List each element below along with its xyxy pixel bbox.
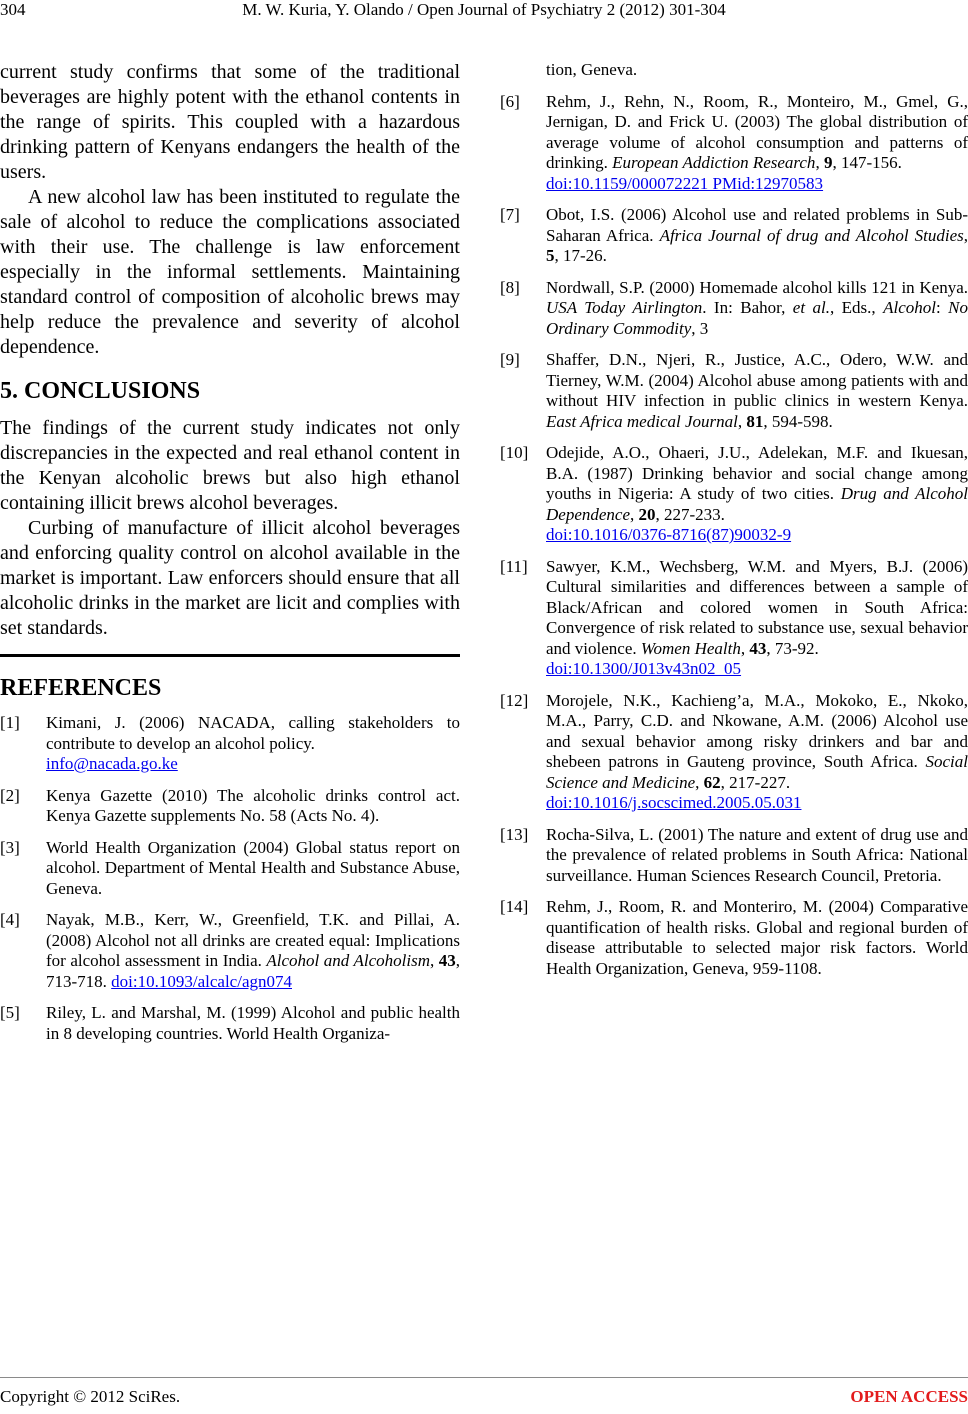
reference-segment: et al. [792, 298, 830, 317]
reference-segment: Morojele, N.K., Kachieng’a, M.A., Mokoko, E., Nkoko, M.A., Parry, C.D. and Nkowane, A.M. (2006) Alcohol use and sexual behavior among risky drinkers and bar and shebeen patrons in Gauteng province, South Africa. [546, 690, 968, 771]
reference-item [500, 92, 968, 195]
reference-segment: Sawyer, K.M., Wechsberg, W.M. and Myers, B.J. (2006) Cultural similarities and differences between a sample of Black/African and colored women in South Africa: Convergence of risk related to substance use, sexual behavior and violence. [546, 556, 968, 658]
reference-label: [5] [0, 1003, 20, 1022]
reference-label: [3] [0, 837, 20, 857]
section-divider [0, 654, 460, 657]
reference-text [46, 838, 460, 898]
reference-text [546, 897, 968, 978]
reference-item [500, 897, 968, 979]
body-paragraph: The findings of the current study indicates not only discrepancies in the expected and real ethanol content in the Kenyan alcoholic brews but also high ethanol containing illicit brews alcohol beverages. [0, 417, 460, 514]
reference-text [46, 713, 460, 773]
reference-label: [7] [500, 205, 520, 224]
reference-segment: 20 [638, 504, 656, 524]
doi-link[interactable]: doi:10.1016/0376-8716(87)90032-9 [546, 525, 792, 544]
doi-link[interactable]: doi:10.1159/000072221 PMid:12970583 [546, 173, 824, 193]
reference-segment: 43 [749, 638, 767, 658]
reference-segment: USA Today Airlington [546, 298, 703, 317]
reference-continuation: tion, Geneva. [546, 60, 638, 79]
reference-segment: , 73-92. [766, 638, 819, 658]
reference-text [546, 557, 968, 679]
reference-segment: , [737, 411, 747, 431]
reference-segment: , 17-26. [554, 246, 607, 265]
reference-segment: , 147-156. [832, 153, 902, 172]
reference-segment: No Ordinary Commodity [546, 298, 968, 338]
page-header [0, 0, 968, 22]
reference-segment: Women Health [640, 638, 741, 658]
reference-label: [6] [500, 91, 520, 111]
reference-item [500, 205, 968, 267]
reference-list-left [0, 713, 460, 1044]
reference-segment: Kimani, J. (2006) NACADA, calling stakeholders to contribute to develop an alcohol policy. [46, 713, 460, 753]
reference-segment: , Eds., [829, 298, 884, 317]
reference-segment: Rocha-Silva, L. (2001) The nature and extent of drug use and the prevalence of related problems in South Africa: National surveillance. Human Sciences Research Council, Pretoria. [546, 824, 968, 885]
reference-segment: , 713-718. [46, 951, 460, 991]
reference-segment: European Addiction Research [612, 153, 816, 172]
reference-segment: : [936, 298, 949, 317]
reference-segment: Rehm, J., Rehn, N., Room, R., Monteiro, M., Gmel, G., Jernigan, D. and Frick U. (2003) The global distribution of average volume of alcohol consumption and patterns of drinking. [546, 91, 968, 172]
reference-segment: Alcohol [883, 298, 936, 317]
reference-text [546, 278, 968, 338]
reference-segment: Odejide, A.O., Ohaeri, J.U., Adelekan, M.F. and Ikuesan, B.A. (1987) Drinking behavior and social change among youths in Nigeria: A study of two cities. [546, 443, 968, 503]
reference-text [546, 443, 968, 544]
reference-segment: Alcohol and Alcoholism [266, 951, 430, 970]
email-link[interactable]: info@nacada.go.ke [46, 754, 178, 773]
reference-segment: , 3 [691, 318, 709, 338]
reference-segment: 9 [823, 153, 833, 172]
reference-list-right [500, 92, 968, 980]
reference-label: [13] [500, 824, 529, 844]
reference-segment: 62 [703, 772, 721, 792]
conclusions-heading: 5. CONCLUSIONS [0, 378, 201, 404]
reference-segment: 81 [746, 411, 764, 431]
reference-segment: 5 [546, 246, 555, 265]
doi-link[interactable]: doi:10.1016/j.socscimed.2005.05.031 [546, 793, 802, 812]
body-paragraph: Curbing of manufacture of illicit alcohol beverages and enforcing quality control on alcohol available in the market is important. Law enforcers should ensure that all alcoholic drinks in the market are licit and complies with set standards. [0, 517, 460, 639]
reference-segment: East Africa medical Journal [546, 411, 738, 431]
reference-segment: Kenya Gazette (2010) The alcoholic drinks control act. Kenya Gazette supplements No. 58 (Acts No. 4). [46, 785, 460, 825]
reference-segment: Rehm, J., Room, R. and Monteriro, M. (2004) Comparative quantification of health risks. Global and regional burden of disease attributable to selected major risk factors. World Health Organization, Geneva, 959-1108. [546, 897, 968, 978]
reference-item [500, 278, 968, 340]
reference-item [0, 1003, 460, 1044]
reference-segment: Riley, L. and Marshal, M. (1999) Alcohol and public health in 8 developing countries. World Health Organiza- [46, 1003, 460, 1043]
reference-item [500, 443, 968, 546]
reference-text [546, 350, 968, 431]
references-heading: REFERENCES [0, 675, 162, 701]
reference-segment: , 217-227. [720, 772, 791, 792]
open-access-label: OPEN ACCESS [850, 1387, 968, 1406]
reference-segment: Obot, I.S. (2006) Alcohol use and related problems in Sub-Saharan Africa. [546, 205, 968, 245]
body-paragraph: A new alcohol law has been instituted to regulate the sale of alcohol to reduce the complications associated with their use. The challenge is law enforcement especially in the informal settlements. Maintaining standard control of composition of alcoholic brews may help reduce the prevalence and severity of alcohol dependence. [0, 186, 460, 358]
reference-segment: , [740, 638, 750, 658]
doi-link[interactable]: doi:10.1300/J013v43n02_05 [546, 659, 742, 678]
reference-segment: , [695, 772, 704, 792]
reference-item [0, 713, 460, 775]
reference-label: [2] [0, 785, 20, 805]
reference-text [46, 910, 460, 991]
reference-label: [9] [500, 350, 520, 369]
reference-text [46, 1003, 460, 1043]
running-title: M. W. Kuria, Y. Olando / Open Journal of Psychiatry 2 (2012) 301-304 [242, 0, 726, 19]
reference-segment: Africa Journal of drug and Alcohol Studies [659, 225, 964, 245]
page-number: 304 [0, 0, 26, 19]
reference-label: [1] [0, 713, 20, 732]
body-paragraph: current study confirms that some of the traditional beverages are highly potent with the ethanol contents in the range of spirits. This coupled with a hazardous drinking pattern of Kenyans endangers the health of the users. [0, 61, 460, 183]
reference-segment: , 227-233. [655, 504, 725, 524]
reference-label: [14] [500, 897, 529, 916]
reference-label: [11] [500, 556, 528, 576]
reference-segment: World Health Organization (2004) Global status report on alcohol. Department of Mental Health and Substance Abuse, Geneva. [46, 837, 460, 898]
reference-segment: Nayak, M.B., Kerr, W., Greenfield, T.K. and Pillai, A. (2008) Alcohol not all drinks are created equal: Implications for alcohol assessment in India. [46, 910, 460, 970]
reference-segment: , 594-598. [763, 411, 833, 431]
reference-item [0, 786, 460, 827]
left-column [0, 60, 460, 1055]
reference-segment: Nordwall, S.P. (2000) Homemade alcohol kills 121 in Kenya. [546, 277, 968, 297]
page-footer [0, 1377, 968, 1407]
reference-segment: , [815, 153, 824, 172]
reference-text [546, 825, 968, 885]
reference-item [0, 910, 460, 992]
reference-item [500, 691, 968, 814]
reference-text [46, 786, 460, 826]
reference-segment: , [429, 951, 439, 970]
reference-segment: , [630, 504, 639, 524]
reference-label: [4] [0, 910, 20, 929]
reference-item [500, 557, 968, 680]
reference-item [500, 350, 968, 432]
reference-segment: Social Science and Medicine [546, 752, 968, 792]
reference-segment: 43 [438, 951, 456, 970]
reference-segment: Drug and Alcohol Dependence [546, 484, 968, 524]
copyright-notice: Copyright © 2012 SciRes. [0, 1387, 181, 1406]
reference-item [0, 838, 460, 900]
doi-link[interactable]: doi:10.1093/alcalc/agn074 [111, 971, 292, 991]
reference-label: [12] [500, 690, 529, 710]
right-column [500, 60, 968, 1055]
reference-label: [8] [500, 277, 520, 297]
reference-text [546, 92, 968, 193]
reference-text [546, 691, 968, 813]
reference-item [500, 825, 968, 887]
content-columns [0, 60, 968, 1055]
reference-segment: , [963, 225, 968, 245]
reference-label: [10] [500, 443, 529, 462]
reference-text [546, 205, 968, 265]
reference-segment: Shaffer, D.N., Njeri, R., Justice, A.C., Odero, W.W. and Tierney, W.M. (2004) Alcohol abuse among patients with and without HIV infection in public clinics in western Kenya. [546, 350, 968, 410]
reference-segment: . In: Bahor, [702, 298, 793, 317]
